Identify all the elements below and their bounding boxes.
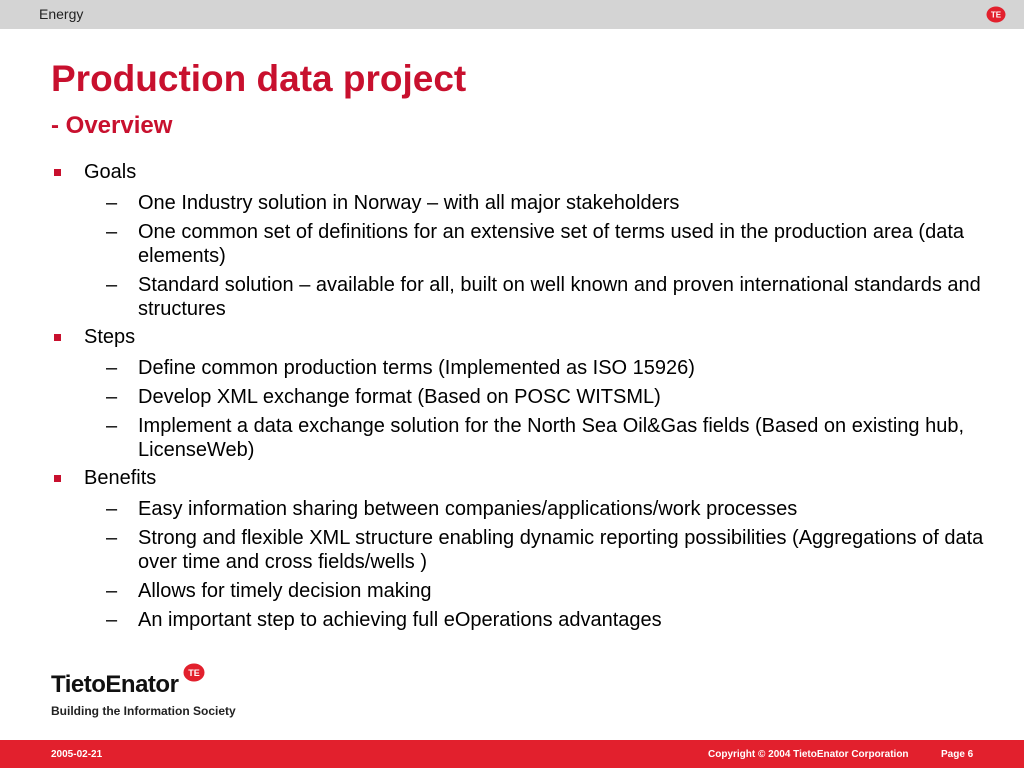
sub-bullet-item bbox=[51, 579, 991, 603]
company-logo bbox=[51, 661, 251, 721]
sub-bullet-text: An important step to achieving full eOperations advantages bbox=[138, 609, 662, 631]
section-label: Energy bbox=[39, 6, 84, 22]
sub-bullet-text: Allows for timely decision making bbox=[138, 580, 432, 602]
bullet-list bbox=[51, 156, 991, 632]
dash-bullet: – bbox=[106, 498, 118, 520]
logo-badge-icon bbox=[183, 663, 205, 682]
sub-bullet-text: One common set of definitions for an extensive set of terms used in the production area (data elements) bbox=[138, 221, 965, 267]
dash-bullet: – bbox=[106, 221, 118, 243]
dash-bullet: – bbox=[106, 609, 118, 631]
bullet-label: Goals bbox=[84, 161, 137, 183]
dash-bullet: – bbox=[106, 580, 118, 602]
sub-bullet-item bbox=[51, 414, 991, 462]
sub-bullet-text: Strong and flexible XML structure enabling dynamic reporting possibilities (Aggregations of data over time and cross fields/wells ) bbox=[138, 527, 984, 573]
dash-bullet: – bbox=[106, 192, 118, 214]
sub-bullet-text: Standard solution – available for all, built on well known and proven international standards and structures bbox=[138, 274, 981, 320]
bullet-label: Benefits bbox=[84, 467, 157, 489]
dash-bullet: – bbox=[106, 357, 118, 379]
dash-bullet: – bbox=[106, 527, 118, 549]
sub-bullet-item bbox=[51, 356, 991, 380]
sub-bullet-text: One Industry solution in Norway – with all major stakeholders bbox=[138, 192, 680, 214]
bullet-item bbox=[51, 160, 991, 184]
slide-title: Production data project bbox=[51, 58, 467, 99]
sub-bullet-text: Develop XML exchange format (Based on POSC WITSML) bbox=[138, 386, 661, 408]
slide-subtitle: - Overview bbox=[51, 112, 173, 139]
bullet-item bbox=[51, 466, 991, 490]
square-bullet-icon bbox=[54, 334, 61, 341]
te-badge-text: TE bbox=[990, 10, 1002, 20]
logo-badge-text: TE bbox=[188, 668, 200, 678]
sub-bullet-item bbox=[51, 220, 991, 268]
bullet-label: Steps bbox=[84, 326, 136, 348]
logo-tagline: Building the Information Society bbox=[51, 704, 236, 718]
footer-date: 2005-02-21 bbox=[51, 749, 103, 760]
sub-bullet-text: Define common production terms (Implemented as ISO 15926) bbox=[138, 357, 695, 379]
sub-bullet-item bbox=[51, 191, 991, 215]
sub-bullet-item bbox=[51, 608, 991, 632]
sub-bullet-item bbox=[51, 526, 991, 574]
sub-bullet-text: Implement a data exchange solution for the North Sea Oil&Gas fields (Based on existing hub, LicenseWeb) bbox=[138, 415, 965, 461]
sub-bullet-item bbox=[51, 497, 991, 521]
dash-bullet: – bbox=[106, 415, 118, 437]
logo-wordmark: TietoEnator bbox=[51, 671, 179, 698]
sub-bullet-item bbox=[51, 273, 991, 321]
footer-bar bbox=[0, 740, 1024, 768]
footer-copyright: Copyright © 2004 TietoEnator Corporation bbox=[708, 749, 909, 760]
square-bullet-icon bbox=[54, 475, 61, 482]
sub-bullet-text: Easy information sharing between companies/applications/work processes bbox=[138, 498, 798, 520]
sub-bullet-item bbox=[51, 385, 991, 409]
footer-page-number: Page 6 bbox=[941, 749, 974, 760]
top-bar bbox=[0, 0, 1024, 29]
dash-bullet: – bbox=[106, 274, 118, 296]
square-bullet-icon bbox=[54, 169, 61, 176]
dash-bullet: – bbox=[106, 386, 118, 408]
bullet-item bbox=[51, 325, 991, 349]
te-badge-icon bbox=[986, 6, 1006, 23]
